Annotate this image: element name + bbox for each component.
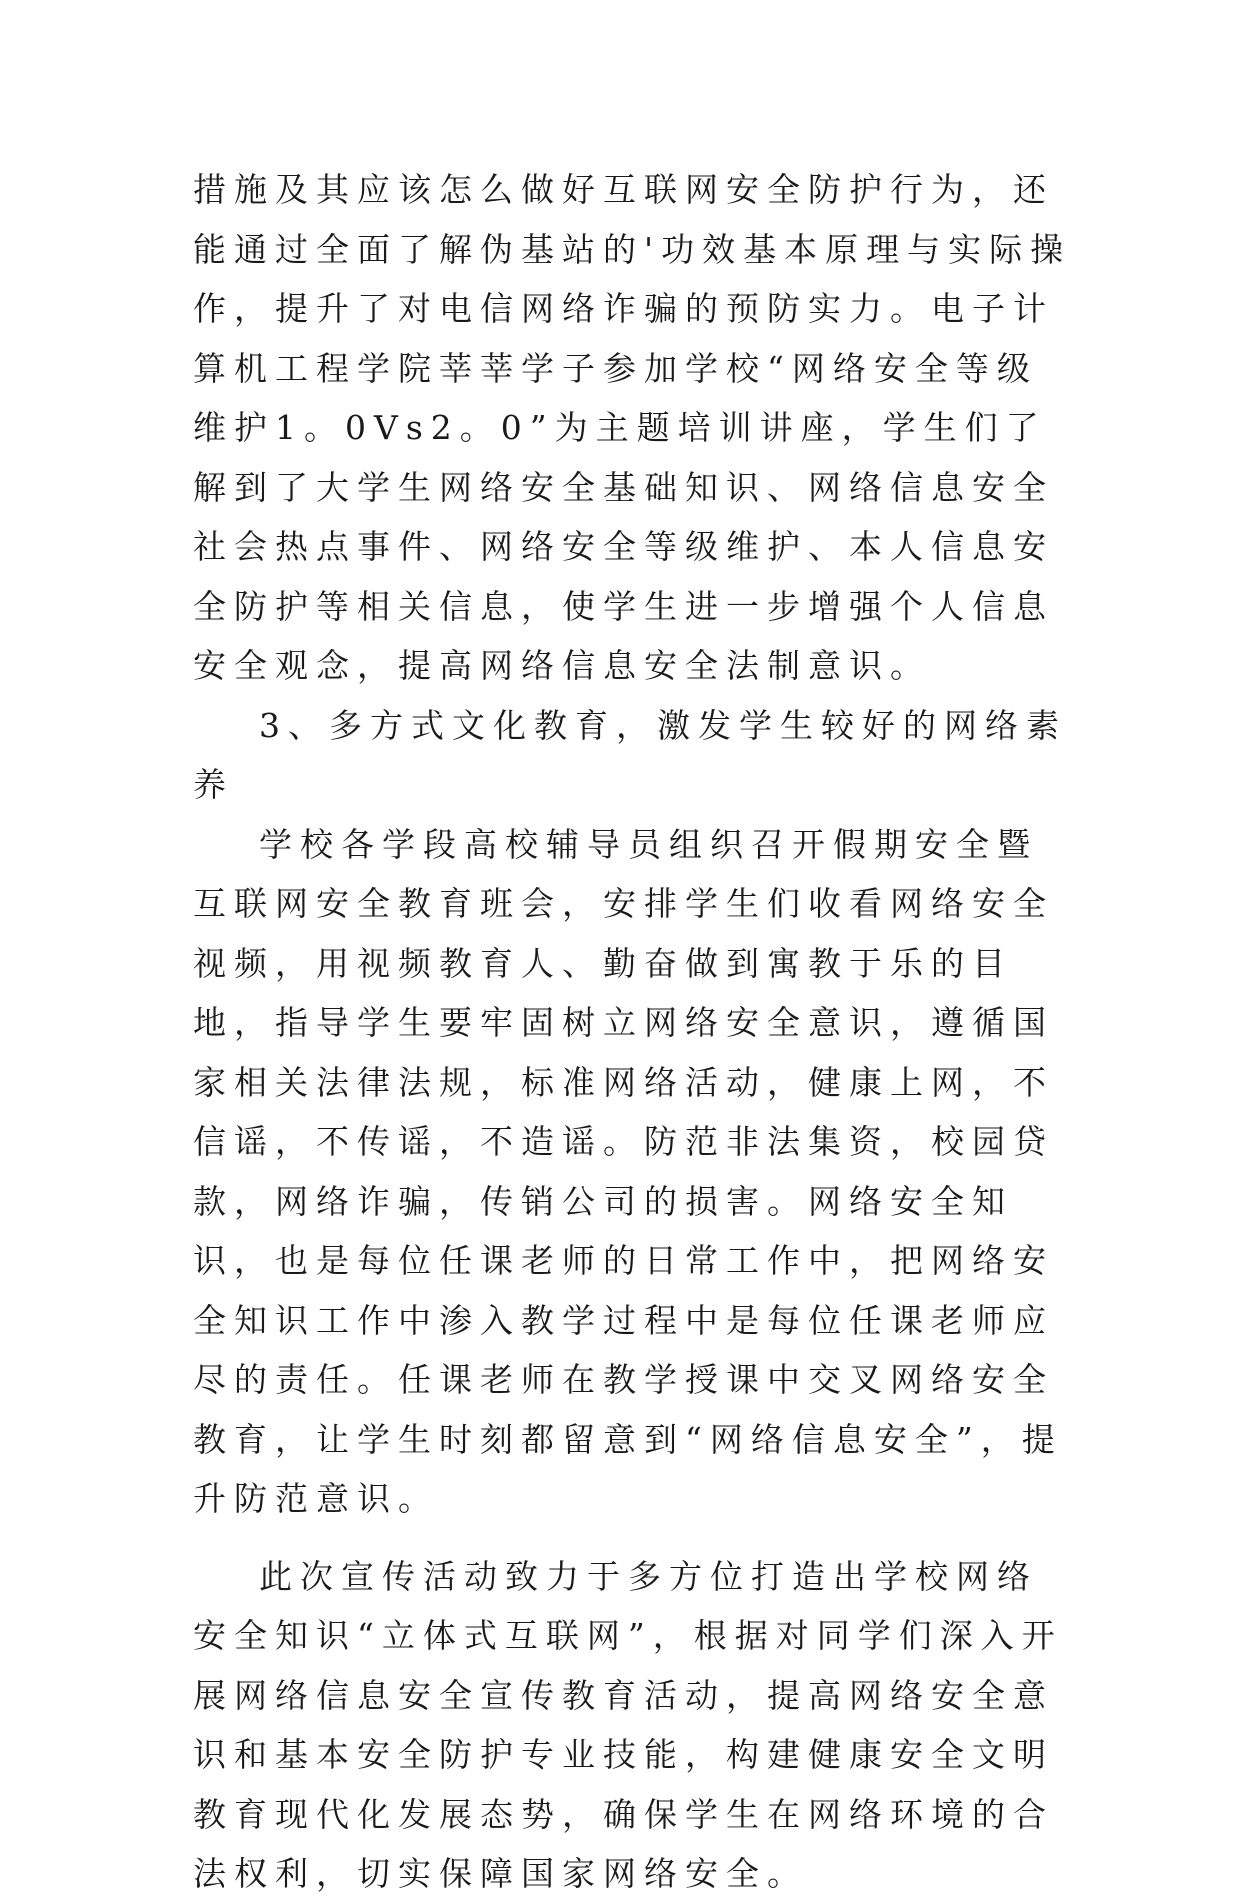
paragraph-continued: 措施及其应该怎么做好互联网安全防护行为，还能通过全面了解伪基站的'功效基本原理与实际操作，提升了对电信网络诈骗的预防实力。电子计算机工程学院莘莘学子参加学校“网络安全等级维护1。0Vs2。0”为主题培训讲座，学生们了解到了大学生网络安全基础知识、网络信息安全社会热点事件、网络安全等级维护、本人信息安全防护等相关信息，使学生进一步增强个人信息安全观念，提高网络信息安全法制意识。 — [193, 170, 1072, 685]
section-heading-3: 3、多方式文化教育，激发学生较好的网络素养 — [193, 705, 1067, 804]
paragraph-class-meeting: 学校各学段高校辅导员组织召开假期安全暨互联网安全教育班会，安排学生们收看网络安全视频，用视频教育人、勤奋做到寓教于乐的目地，指导学生要牢固树立网络安全意识，遵循国家相关法律法规，标准网络活动，健康上网，不信谣，不传谣，不造谣。防范非法集资，校园贷款，网络诈骗，传销公司的损害。网络安全知识，也是每位任课老师的日常工作中，把网络安全知识工作中渗入教学过程中是每位任课老师应尽的责任。任课老师在教学授课中交叉网络安全教育，让学生时刻都留意到“网络信息安全”，提升防范意识。 — [193, 824, 1063, 1518]
paragraph-spacer — [193, 1529, 1073, 1547]
document-body — [193, 160, 1073, 1904]
paragraph-conclusion: 此次宣传活动致力于多方位打造出学校网络安全知识“立体式互联网”，根据对同学们深入开展网络信息安全宣传教育活动，提高网络安全意识和基本安全防护专业技能，构建健康安全文明教育现代化发展态势，确保学生在网络环境的合法权利，切实保障国家网络安全。 — [193, 1556, 1063, 1893]
